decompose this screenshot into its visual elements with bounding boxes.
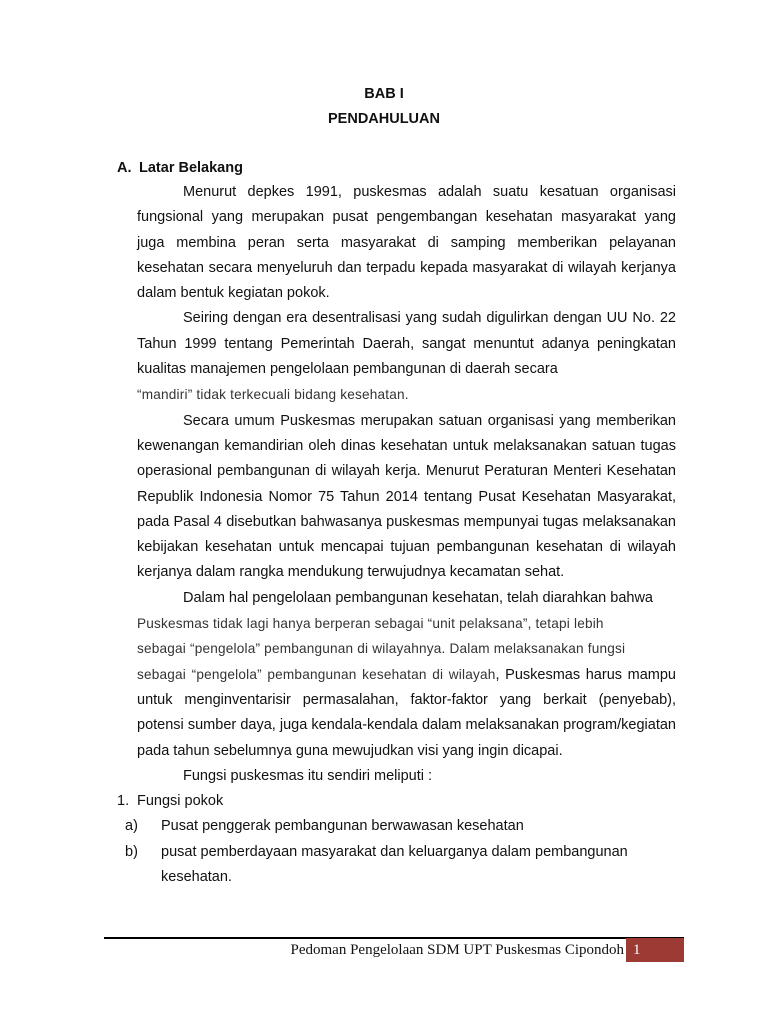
list-item-b-text: pusat pemberdayaan masyarakat dan keluarganya dalam pembangunan kesehatan. [161,843,628,886]
list-item-1 [117,789,676,814]
list-item-1-label: Fungsi pokok [137,793,224,810]
list-item-b [125,840,676,891]
paragraph-4-start: Dalam hal pengelolaan pembangunan kesehatan, telah diarahkan bahwa [183,589,653,606]
paragraph-1: Menurut depkes 1991, puskesmas adalah suatu kesatuan organisasi fungsional yang merupakan pusat pengembangan kesehatan masyarakat yang juga membina peran serta masyarakat di samping memberikan pelayanan kesehatan secara menyeluruh dan terpadu kepada masyarakat di wilayah kerjanya dalam bentuk kegiatan pokok. [137,184,676,302]
footer-title: Pedoman Pengelolaan SDM UPT Puskesmas Cipondoh [290,942,624,958]
footer-divider [104,937,684,939]
paragraph-4-tail: , Puskesmas harus mampu untuk menginventarisir permasalahan, faktor-faktor yang berkait (penyebab), potensi sumber daya, juga kendala-kendala dalam melaksanakan program/kegiatan pada tahun sebelumnya guna mewujudkan visi yang ingin dicapai. [137,666,676,759]
paragraph-3: Secara umum Puskesmas merupakan satuan organisasi yang memberikan kewenangan kemandirian oleh dinas kesehatan untuk melaksanakan satuan tugas operasional pembangunan di wilayah kerja. Menurut Peraturan Menteri Kesehatan Republik Indonesia Nomor 75 Tahun 2014 tentang Pusat Kesehatan Masyarakat, pada Pasal 4 disebutkan bahwasanya puskesmas mempunyai tugas melaksanakan kebijakan kesehatan untuk mencapai tujuan pembangunan kesehatan di wilayah kerjanya dalam rangka mendukung terwujudnya kecamatan sehat. [137,412,676,581]
paragraph-4-line-3: sebagai “pengelola” pembangunan di wilayahnya. Dalam melaksanakan fungsi [137,641,626,657]
paragraph-2-tail: “mandiri” tidak terkecuali bidang kesehatan. [137,387,409,403]
list-item-a [125,814,676,839]
page-number: 1 [626,938,684,962]
paragraph-2: Seiring dengan era desentralisasi yang sudah digulirkan dengan UU No. 22 Tahun 1999 tentang Pemerintah Daerah, sangat menuntut adanya peningkatan kualitas manajemen pengelolaan pembangunan di daerah secara [137,310,676,378]
paragraph-4-soft [137,611,676,662]
section-heading [117,160,243,176]
chapter-title: PENDAHULUAN [328,111,440,127]
section-letter: A. [117,160,132,176]
function-list [117,789,676,890]
list-item-a-text: Pusat penggerak pembangunan berwawasan kesehatan [161,818,524,835]
paragraph-5: Fungsi puskesmas itu sendiri meliputi : [183,767,433,784]
paragraph-4-rest [137,662,676,764]
section-title: Latar Belakang [139,160,243,176]
list-item-b-number: b) [125,843,138,860]
paragraph-4-line-2: Puskesmas tidak lagi hanya berperan sebagai “unit pelaksana”, tetapi lebih [137,616,604,632]
chapter-number: BAB I [364,86,404,102]
body-text [117,180,676,890]
list-item-a-number: a) [125,818,138,835]
paragraph-4-line-4: sebagai “pengelola” pembangunan kesehatan di wilayah [137,666,496,682]
paragraph-2-end [137,382,676,408]
list-item-1-number: 1. [117,793,130,810]
